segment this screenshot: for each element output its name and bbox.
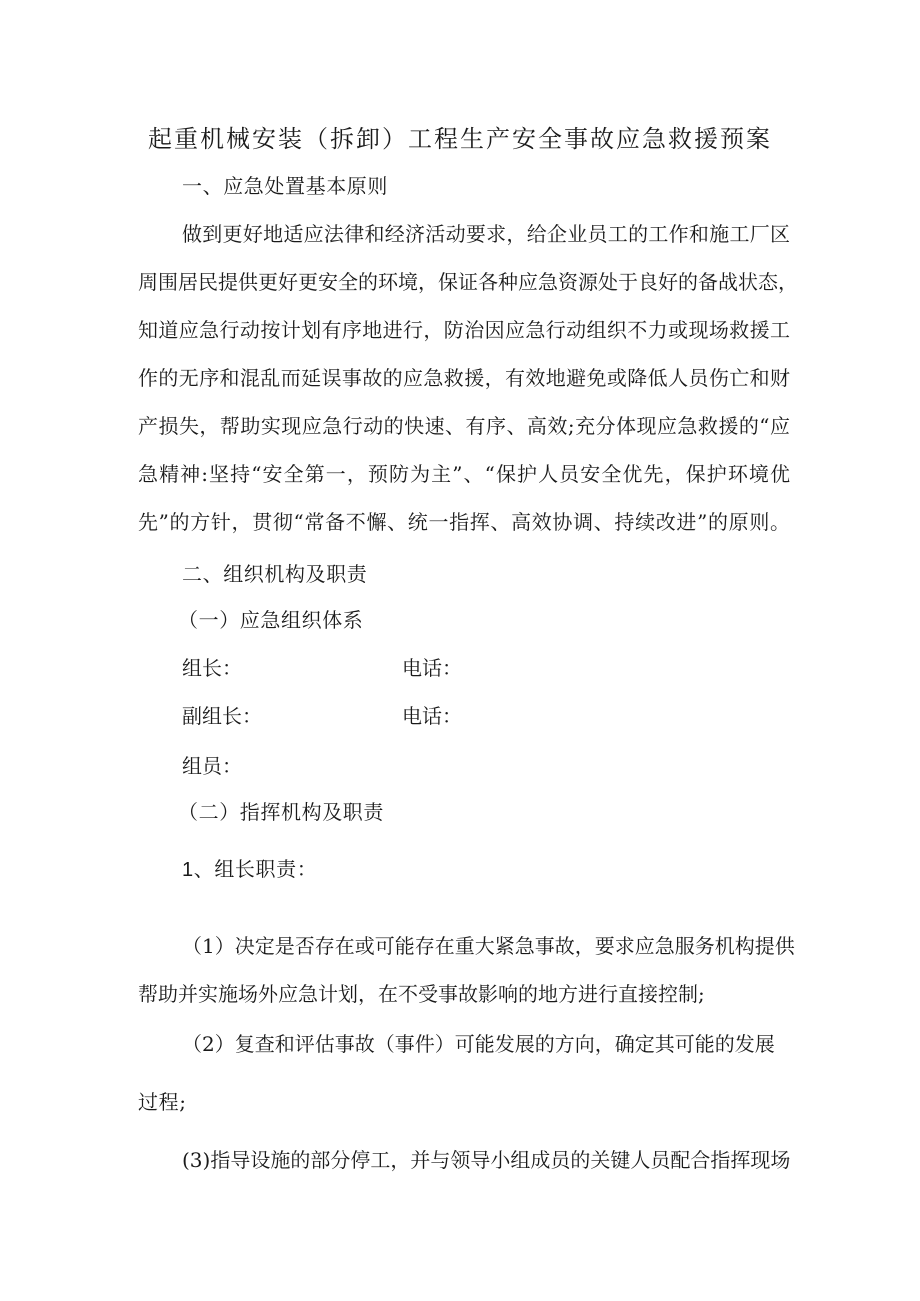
leader-label: 组长：	[182, 656, 242, 680]
leader-phone-label: 电话：	[402, 656, 462, 680]
paragraph-line: 作的无序和混乱而延误事故的应急救援，有效地避免或降低人员伤亡和财	[138, 366, 790, 390]
section-heading-principles: 一、应急处置基本原则	[182, 174, 388, 198]
members-label: 组员：	[182, 754, 242, 778]
paragraph-line: 知道应急行动按计划有序地进行，防治因应急行动组织不力或现场救援工	[138, 318, 790, 342]
paragraph-line: 产损失，帮助实现应急行动的快速、有序、高效;充分体现应急救援的“应	[138, 414, 790, 438]
paragraph-line: 急精神:坚持“安全第一，预防为主”、“保护人员安全优先，保护环境优	[138, 462, 790, 486]
paragraph-line: 周围居民提供更好更安全的环境，保证各种应急资源处于良好的备战状态，	[138, 270, 798, 294]
paragraph-line: 先”的方针，贯彻“常备不懈、统一指挥、高效协调、持续改进”的原则。	[138, 510, 790, 534]
subsection-heading-system: （一）应急组织体系	[178, 608, 364, 632]
subsection-heading-command: （二）指挥机构及职责	[178, 800, 384, 824]
paragraph-line: 做到更好地适应法律和经济活动要求，给企业员工的工作和施工厂区	[182, 222, 790, 246]
duty-line: (3)指导设施的部分停工，并与领导小组成员的关键人员配合指挥现场	[182, 1148, 791, 1172]
duty-line: 帮助并实施场外应急计划，在不受事故影响的地方进行直接控制;	[138, 982, 705, 1006]
deputy-leader-label: 副组长：	[182, 704, 262, 728]
item-leader-duties: 1、组长职责：	[182, 859, 318, 881]
duty-line: （1）决定是否存在或可能存在重大紧急事故，要求应急服务机构提供	[182, 934, 795, 958]
document-title: 起重机械安装（拆卸）工程生产安全事故应急救援预案	[148, 125, 772, 153]
section-heading-organization: 二、组织机构及职责	[182, 562, 368, 586]
deputy-phone-label: 电话：	[402, 704, 462, 728]
duty-line: 过程;	[138, 1090, 187, 1114]
duty-line: （2）复查和评估事故（事件）可能发展的方向，确定其可能的发展	[182, 1032, 775, 1056]
